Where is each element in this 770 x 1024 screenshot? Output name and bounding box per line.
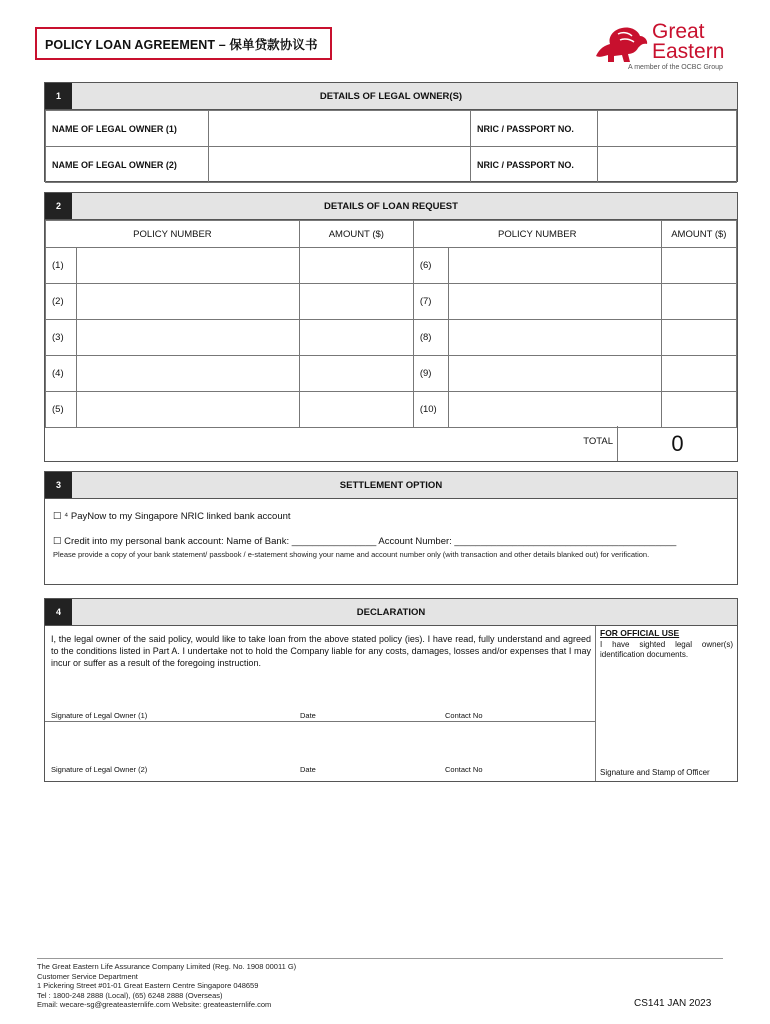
section-title: DETAILS OF LEGAL OWNER(S) (319, 90, 463, 102)
owner-2-id-label: NRIC / PASSPORT NO. (471, 147, 598, 183)
amount-field[interactable] (661, 248, 736, 284)
row-index: (10) (413, 392, 448, 428)
row-index: (9) (413, 356, 448, 392)
lion-icon (592, 22, 650, 64)
owner-1-date-label[interactable]: Date (300, 711, 316, 720)
owner-2-contact-label[interactable]: Contact No (445, 765, 483, 774)
form-code: CS141 JAN 2023 (634, 998, 712, 1009)
table-row (46, 248, 737, 284)
section-settlement-option (44, 471, 738, 585)
amount-field[interactable] (661, 284, 736, 320)
amount-header-right: AMOUNT ($) (661, 221, 736, 248)
row-index: (5) (46, 392, 77, 428)
section-declaration (44, 598, 738, 782)
logo-tagline: A member of the OCBC Group (628, 64, 723, 71)
policy-number-field[interactable] (77, 392, 300, 428)
footer (37, 962, 296, 1010)
owner-1-signature-label[interactable]: Signature of Legal Owner (1) (51, 711, 148, 720)
footer-address: 1 Pickering Street #01-01 Great Eastern Centre Singapore 048659 (37, 981, 259, 990)
section-title: SETTLEMENT OPTION (339, 479, 443, 491)
section-title: DECLARATION (356, 606, 426, 618)
divider (45, 721, 595, 722)
section-loan-request (44, 192, 738, 462)
loan-table (45, 220, 737, 428)
policy-number-field[interactable] (77, 356, 300, 392)
policy-number-header-left: POLICY NUMBER (46, 221, 300, 248)
policy-number-field[interactable] (448, 284, 661, 320)
amount-header-left: AMOUNT ($) (299, 221, 413, 248)
owner-2-label: NAME OF LEGAL OWNER (2) (46, 147, 209, 183)
policy-number-field[interactable] (448, 248, 661, 284)
owner-2-date-label[interactable]: Date (300, 765, 316, 774)
total-value: 0 (617, 426, 737, 461)
amount-field[interactable] (661, 392, 736, 428)
official-use-text: I have sighted legal owner(s) identification documents. (600, 640, 733, 659)
signature-row-1 (45, 711, 595, 721)
section-title: DETAILS OF LOAN REQUEST (324, 200, 458, 212)
bank-credit-option[interactable]: ☐ Credit into my personal bank account: Name of Bank: ________________ Account Number: __________________________________________ (53, 536, 677, 547)
declaration-text: I, the legal owner of the said policy, would like to take loan from the above stated policy (ies). I have read, fully understand and agreed to the conditions listed in Part A. I undertake not to hold the Company liable for any costs, damages, losses and/or expenses that I may incur or suffer as a result of the foregoing instruction. (51, 634, 591, 668)
row-index: (7) (413, 284, 448, 320)
amount-field[interactable] (299, 392, 413, 428)
section-number: 1 (45, 83, 72, 109)
owner-1-name-field[interactable] (209, 111, 471, 147)
official-use-box (595, 626, 737, 781)
amount-field[interactable] (299, 356, 413, 392)
table-row (46, 111, 737, 147)
amount-field[interactable] (299, 284, 413, 320)
owner-2-name-field[interactable] (209, 147, 471, 183)
row-index: (2) (46, 284, 77, 320)
table-row (46, 392, 737, 428)
table-row (46, 147, 737, 183)
logo-word-great: Great (652, 20, 705, 43)
row-index: (1) (46, 248, 77, 284)
footer-phone: Tel : 1800-248 2888 (Local), (65) 6248 2888 (Overseas) (37, 990, 223, 1000)
paynow-option[interactable]: ☐ ⁴ PayNow to my Singapore NRIC linked bank account (53, 511, 291, 522)
policy-number-field[interactable] (448, 356, 661, 392)
amount-field[interactable] (299, 320, 413, 356)
section-header (45, 599, 737, 626)
total-row (45, 426, 737, 461)
table-row (46, 356, 737, 392)
footer-email-website: Email: wecare-sg@greateasternlife.com Website: greateasternlife.com (37, 1000, 272, 1009)
logo-word-eastern: Eastern (652, 40, 725, 63)
policy-number-header-right: POLICY NUMBER (413, 221, 661, 248)
table-row (46, 284, 737, 320)
policy-number-field[interactable] (77, 248, 300, 284)
row-index: (8) (413, 320, 448, 356)
signature-row-2 (45, 765, 595, 775)
section-legal-owner (44, 82, 738, 182)
policy-number-field[interactable] (77, 284, 300, 320)
great-eastern-logo (592, 20, 742, 76)
policy-number-field[interactable] (77, 320, 300, 356)
footer-divider (37, 958, 723, 959)
section-number: 2 (45, 193, 72, 219)
footer-company: The Great Eastern Life Assurance Company Limited (Reg. No. 1908 00011 G) (37, 962, 297, 971)
amount-field[interactable] (661, 356, 736, 392)
table-header-row (46, 221, 737, 248)
owner-1-id-field[interactable] (598, 111, 737, 147)
amount-field[interactable] (661, 320, 736, 356)
legal-owner-table (45, 110, 737, 183)
official-use-title: FOR OFFICIAL USE (600, 628, 680, 638)
row-index: (6) (413, 248, 448, 284)
amount-field[interactable] (299, 248, 413, 284)
owner-1-id-label: NRIC / PASSPORT NO. (471, 111, 598, 147)
section-header (45, 472, 737, 499)
footer-department: Customer Service Department (37, 971, 138, 981)
owner-2-signature-label[interactable]: Signature of Legal Owner (2) (51, 765, 148, 774)
policy-number-field[interactable] (448, 320, 661, 356)
owner-1-contact-label[interactable]: Contact No (445, 711, 483, 720)
table-row (46, 320, 737, 356)
section-header (45, 83, 737, 110)
owner-1-label: NAME OF LEGAL OWNER (1) (46, 111, 209, 147)
officer-signature-label: Signature and Stamp of Officer (600, 768, 710, 777)
page-title: POLICY LOAN AGREEMENT – 保单贷款协议书 (35, 27, 332, 60)
section-number: 3 (45, 472, 72, 498)
owner-2-id-field[interactable] (598, 147, 737, 183)
policy-number-field[interactable] (448, 392, 661, 428)
row-index: (4) (46, 356, 77, 392)
section-header (45, 193, 737, 220)
section-number: 4 (45, 599, 72, 625)
row-index: (3) (46, 320, 77, 356)
bank-statement-note: Please provide a copy of your bank statement/ passbook / e-statement showing your name and account number only (with transaction and other details blanked out) for verification. (53, 550, 650, 559)
total-label: TOTAL (583, 436, 613, 447)
